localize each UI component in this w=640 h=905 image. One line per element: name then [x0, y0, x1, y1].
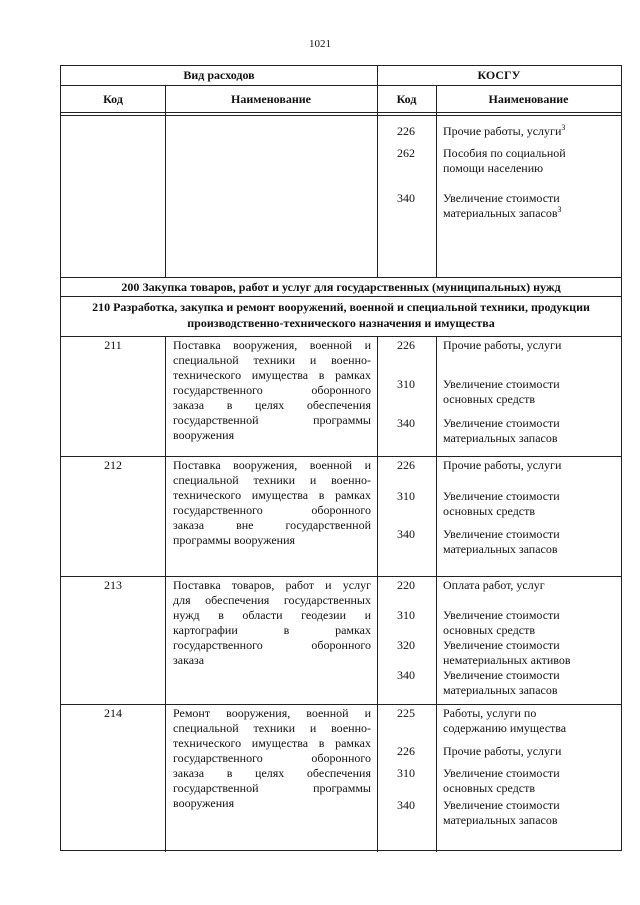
kosgu-name-line1: Увеличение стоимости	[443, 798, 560, 812]
page-number: 1021	[309, 38, 331, 50]
header-kosgu: КОСГУ	[477, 68, 521, 82]
header-name-kosgu: Наименование	[488, 92, 569, 106]
header-code-kosgu: Код	[396, 92, 417, 106]
rule-section-210	[61, 296, 621, 297]
kosgu-name-line1: Увеличение стоимости	[443, 668, 560, 682]
header-expense-type: Вид расходов	[183, 68, 255, 82]
kosgu-code: 226	[397, 338, 415, 352]
row-code-214: 214	[104, 706, 122, 720]
kosgu-name-line2: материальных запасов	[443, 683, 558, 697]
section-title-210-line1: 210 Разработка, закупка и ремонт вооружений, военной и специальной техники, продукции	[92, 300, 590, 314]
vrule-mid-bottom	[377, 336, 378, 852]
kosgu-name-line2: материальных запасов$^3$	[443, 205, 562, 220]
kosgu-name-line1: Пособия по социальной	[443, 146, 566, 160]
kosgu-code: 310	[397, 489, 415, 503]
kosgu-name-line2: материальных запасов	[443, 813, 558, 827]
kosgu-code: 310	[397, 766, 415, 780]
kosgu-code: 226	[397, 124, 415, 138]
rule-header-1	[61, 85, 621, 86]
kosgu-code: 226	[397, 744, 415, 758]
kosgu-name-line2: нематериальных активов	[443, 653, 571, 667]
vrule-a-bottom	[165, 336, 166, 852]
kosgu-name-line1: Увеличение стоимости	[443, 416, 560, 430]
expense-table	[60, 65, 622, 851]
row-code-211: 211	[104, 338, 122, 352]
kosgu-code: 225	[397, 706, 415, 720]
row-desc-213: Поставка товаров, работ и услуг для обеспечения государственных нужд в области геодезии и картографии в рамках государственного оборонного заказа	[173, 578, 371, 667]
header-name: Наименование	[231, 92, 311, 106]
kosgu-name-line2: основных средств	[443, 623, 536, 637]
kosgu-code: 220	[397, 578, 415, 592]
kosgu-name-line2: основных средств	[443, 781, 536, 795]
kosgu-name-line2: помощи населению	[443, 161, 544, 175]
kosgu-name-line1: Увеличение стоимости	[443, 766, 560, 780]
kosgu-code: 310	[397, 377, 415, 391]
kosgu-code: 320	[397, 638, 415, 652]
kosgu-name-line2: материальных запасов	[443, 431, 558, 445]
rule-section-200	[61, 277, 621, 278]
kosgu-name-line1: Оплата работ, услуг	[443, 578, 545, 592]
rule-header-3	[61, 115, 621, 116]
section-title-200: 200 Закупка товаров, работ и услуг для государственных (муниципальных) нужд	[121, 280, 561, 294]
rule-row-213	[61, 576, 621, 577]
row-desc-212: Поставка вооружения, военной и специальной техники и военно- технического имущества в рамках государственного оборонного заказа вне государственной программы вооружения	[173, 458, 371, 547]
kosgu-code: 340	[397, 191, 415, 205]
kosgu-name-line2: основных средств	[443, 392, 536, 406]
header-code: Код	[103, 92, 123, 106]
vrule-c-bottom	[436, 336, 437, 852]
kosgu-code: 340	[397, 527, 415, 541]
rule-header-2	[61, 112, 621, 113]
kosgu-name-line1: Увеличение стоимости	[443, 489, 560, 503]
kosgu-name-line1: Увеличение стоимости	[443, 527, 560, 541]
vrule-a-top	[165, 85, 166, 277]
kosgu-name-line1: Прочие работы, услуги	[443, 458, 562, 472]
vrule-c-top	[436, 85, 437, 277]
section-title-210-line2: производственно-технического назначения и имущества	[187, 316, 495, 330]
rule-row-214	[61, 704, 621, 705]
kosgu-name-line1: Увеличение стоимости	[443, 608, 560, 622]
row-desc-214: Ремонт вооружения, военной и специальной техники и военно- технического имущества в рамках государственного оборонного заказа в целях обеспечения государственной программы вооружения	[173, 706, 371, 810]
rule-row-211	[61, 336, 621, 337]
row-desc-211: Поставка вооружения, военной и специальной техники и военно- технического имущества в рамках государственного оборонного заказа в целях обеспечения государственной программы вооружения	[173, 338, 371, 442]
kosgu-code: 310	[397, 608, 415, 622]
kosgu-name-line1: Прочие работы, услуги	[443, 338, 562, 352]
kosgu-name-line1: Работы, услуги по	[443, 706, 537, 720]
kosgu-name-line1: Увеличение стоимости	[443, 638, 560, 652]
kosgu-name-line2: содержанию имущества	[443, 721, 567, 735]
kosgu-code: 340	[397, 416, 415, 430]
kosgu-code: 262	[397, 146, 415, 160]
kosgu-code: 226	[397, 458, 415, 472]
kosgu-name-line1: Прочие работы, услуги	[443, 744, 562, 758]
row-code-212: 212	[104, 458, 122, 472]
kosgu-name-line1: Увеличение стоимости	[443, 191, 560, 205]
row-code-213: 213	[104, 578, 122, 592]
rule-row-212	[61, 456, 621, 457]
kosgu-name-line2: материальных запасов	[443, 542, 558, 556]
kosgu-code: 340	[397, 798, 415, 812]
kosgu-code: 340	[397, 668, 415, 682]
kosgu-name: Прочие работы, услуги$^3$	[443, 123, 566, 138]
kosgu-name-line2: основных средств	[443, 504, 536, 518]
kosgu-name-line1: Увеличение стоимости	[443, 377, 560, 391]
